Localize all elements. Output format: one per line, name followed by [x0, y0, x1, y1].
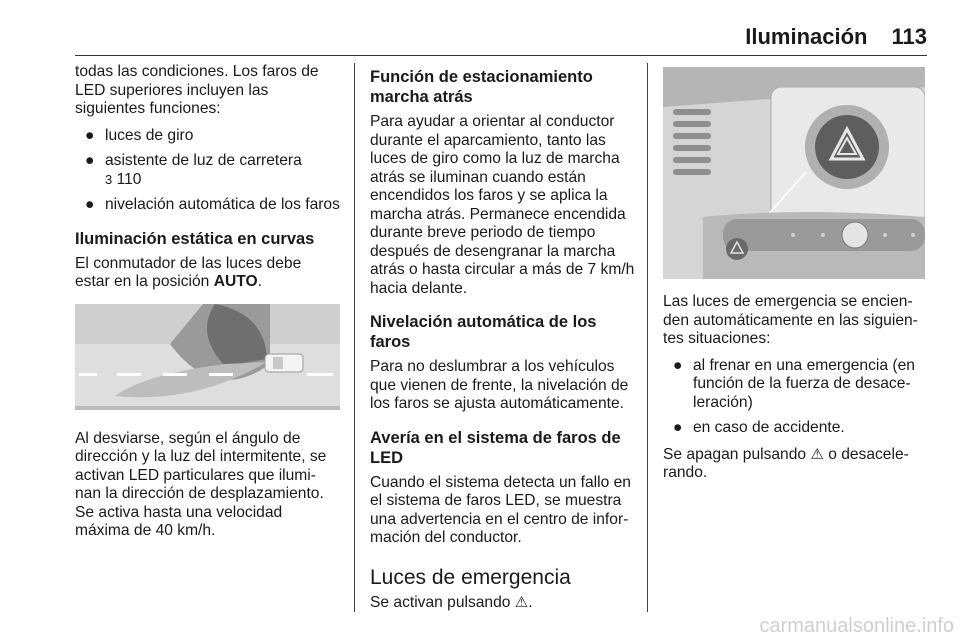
hazard-triangle-icon: ⚠	[514, 593, 529, 611]
column-divider-1	[354, 63, 355, 612]
cornering-light-illustration	[75, 304, 340, 410]
column-2	[370, 63, 635, 620]
intro-paragraph: Las luces de emergencia se encien-den automáticamente en las siguien-tes situaciones:	[663, 293, 918, 347]
list-item: ● al frenar en una emergencia (en función de la fuerza de desace-leración)	[673, 356, 915, 411]
column-divider-2	[647, 63, 648, 612]
list-item: ● asistente de luz de carretera 3 110	[85, 152, 302, 188]
column-3	[663, 63, 928, 491]
closing-paragraph: Se apagan pulsando ⚠ o desacele-rando.	[663, 445, 909, 481]
page-header	[75, 24, 927, 52]
section-title: Iluminación estática en curvas	[75, 229, 315, 248]
section-paragraph: El conmutador de las luces debe estar en la posición AUTO.	[75, 254, 302, 290]
page-title: Iluminación	[745, 24, 868, 49]
list-item: ● nivelación automática de los faros	[85, 196, 340, 213]
page-number: 113	[891, 24, 927, 49]
section-title-hazard: Luces de emergencia	[370, 565, 571, 589]
column-1	[75, 63, 340, 549]
hazard-switch-illustration	[663, 67, 925, 279]
feature-list	[75, 127, 340, 215]
page-reference-link[interactable]: 110	[116, 170, 142, 188]
reference-arrow-icon: 3	[105, 171, 113, 187]
section-title-fault: Avería en el sistema de faros de LED	[370, 428, 621, 467]
auto-label: AUTO	[213, 273, 258, 290]
list-item: ● luces de giro	[85, 126, 194, 144]
hazard-triangle-icon: ⚠	[810, 445, 824, 463]
parking-paragraph: Para ayudar a orientar al conductor durante el aparcamiento, tanto las luces de giro como la luz de marcha atrás se iluminan cuando están encendidos los faros y se aplica la marcha atrás. Permanece encendida durante breve periodo de tiempo después de desengranar la marcha atrás o hasta circular a más de 7 km/h hacia delante.	[370, 113, 635, 297]
watermark: carmanualsonline.info	[759, 615, 954, 637]
section-title-leveling: Nivelación automática de los faros	[370, 313, 597, 351]
leveling-paragraph: Para no deslumbrar a los vehículos que vienen de frente, la nivelación de los faros se ajusta automáticamente.	[370, 358, 629, 412]
after-figure-paragraph: Al desviarse, según el ángulo de dirección y la luz del intermitente, se activan LED particulares que ilumi-nan la dirección de desplazamiento. Se activa hasta una velocidad máxima de 40 km/h.	[75, 429, 327, 539]
section-title-parking: Función de estacionamiento marcha atrás	[370, 68, 593, 106]
hazard-paragraph: Se activan pulsando ⚠.	[370, 593, 533, 611]
situation-list	[663, 357, 928, 438]
fault-paragraph: Cuando el sistema detecta un fallo en el sistema de faros LED, se muestra una advertencia en el centro de infor-mación del conductor.	[370, 473, 631, 546]
intro-paragraph: todas las condiciones. Los faros de LED superiores incluyen las siguientes funciones:	[75, 63, 319, 117]
list-item: ● en caso de accidente.	[673, 419, 845, 436]
header-divider	[75, 55, 927, 56]
